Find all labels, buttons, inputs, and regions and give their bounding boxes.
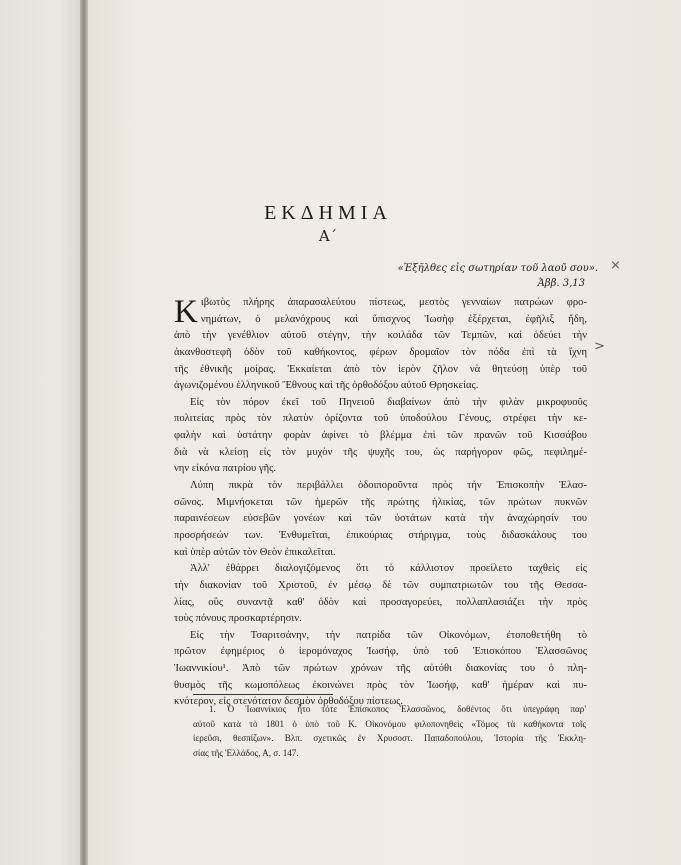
epigraph-source: Ἀββ. 3,13 [537,278,585,289]
margin-mark-arrow: > [594,339,605,354]
text-line: φαλὴν καὶ ὑστάτην φορὰν ἀφίνει τὸ βλέμμα ἐπὶ τῶν πρανῶν τοῦ Κισσάβου [174,430,587,442]
chapter-number: Α΄ [318,227,338,245]
text-line: σῶνος. Μιμνήσκεται τῶν ἡμερῶν τῆς πρώτης ἡλικίας, τῶν πρώτων πυκνῶν [174,496,587,508]
text-line: λίας, οὓς συναντᾷ καθ' ὁδὸν καὶ προσαγορεύει, πολλαπλασιάζει τὴν πρὸς [174,596,587,608]
text-line: ιβωτὸς πλήρης ἀπαρασαλεύτου πίστεως, μεστὸς γενναίων πατρώων φρο- [200,297,587,308]
paragraph [174,395,587,478]
text-line: θυσμὸς τῆς κωμοπόλεως ἐκοινώνει πρὸς τὸν Ἰωσήφ, καθ' ἡμέραν καὶ πυ- [174,679,587,691]
paragraph [174,478,587,561]
footnote-line: 1. Ὁ Ἰωαννίκιος ἦτο τότε Ἐπίσκοπος Ἐλασσῶνος, δοθέντος ὅτι ὑπεγράφη παρ' [209,704,586,714]
text-line: προσρήσεών των. Ἐνθυμεῖται, ἐπικούριας στήριγμα, τοὺς διδασκάλους του [174,529,587,541]
text-line: τοὺς πόνους προσκαρτέρησιν. [174,613,302,625]
left-page [0,0,84,865]
paragraph [174,628,587,711]
drop-cap: Κ [174,294,198,330]
text-line: πρῶτον ἐφημέριος ὁ ἱερομόναχος Ἰωσήφ, ὑπὸ τοῦ Ἐπισκόπου Ἐλασσῶνος [174,646,587,658]
text-line: Εἰς τὴν Τσαριτσάνην, τὴν πατρίδα τῶν Οἰκονόμων, ἐτοποθετήθη τὸ [190,629,587,641]
text-line: κνότερον, εἰς στενότατον δεσμὸν ὀρθοδόξου πίστεως. [174,696,404,708]
text-line: ἀκανθοστεφῆ ὁδὸν τοῦ καθήκοντος, φέρων δρομαῖον τὸν πόδα ἐπὶ τὰ ἴχνη [174,346,587,358]
text-line: Εἰς τὸν πόρον ἐκεῖ τοῦ Πηνειοῦ διαβαίνων ἀπὸ τὴν φιλὰν μικροφυοῦς [190,396,587,408]
text-line: ἀπὸ τὴν γενέθλιον αὐτοῦ στέγην, τὴν κοιλάδα τῶν Τεμπῶν, καὶ ὁδεύει τὴν [174,330,587,342]
text-line: Ἀλλ' ἐθάρρει διαλογιζόμενος ὅτι τὸ κάλλιστον προείλετο ταχθεὶς εἰς [190,563,587,575]
text-line: τὴν διακονίαν τοῦ Χριστοῦ, ἐν μέσῳ δὲ τῶν συμπατριωτῶν του τῆς Θεσσα- [174,579,587,591]
chapter-heading: ΕΚΔΗΜΙΑ [264,202,392,224]
footnote [193,702,586,760]
text-line: πολιτείας πρὸς τὸν πλατὺν ὁρίζοντα τοῦ ὑποδούλου Γένους, στρέφει τὴν κε- [174,413,587,425]
footnote-rule [193,694,333,695]
margin-mark-cross: × [610,258,621,273]
footnote-line: σίας τῆς Ἑλλάδος, Α, σ. 147. [193,747,299,758]
text-line: νην εἰκόνα πατρίου γῆς. [174,463,277,475]
right-page [88,0,681,865]
text-line: παραινέσεων εὐσεβῶν γονέων καὶ τῶν ὑστάτων κατὰ τὴν ἀναχώρησίν του [174,513,587,525]
footnote-line: ἱερεῦσι, θεσπίζων». Βλπ. σχετικῶς ἐν Χρυσοστ. Παπαδοπούλου, Ἱστορία τῆς Ἐκκλη- [193,733,586,743]
body-text [174,295,587,711]
text-line: Λύπη πικρὰ τὸν περιβάλλει ὁδοιποροῦντα πρὸς τὴν Ἐπισκοπὴν Ἐλασ- [190,480,587,492]
footnote-line: αὐτοῦ κατὰ τὸ 1801 ὁ ὑπὸ τοῦ Κ. Οἰκονόμου φιλοπονηθεὶς «Τόμος τὰ καθήκοντα τοῖς [193,718,586,729]
text-line: καὶ ὑπὲρ αὐτῶν τὸν Θεὸν ἐπικαλεῖται. [174,546,336,558]
paragraph [174,295,587,395]
text-line: διὰ νὰ κλείσῃ εἰς τὸν μυχὸν τῆς ψυχῆς του, ὡς παρήγορον φῶς, πεφιλημέ- [174,446,587,458]
text-line: ἀγωνιζομένου ἑλληνικοῦ Ἔθνους καὶ τῆς ὀρθοδόξου αὐτοῦ Θρησκείας. [174,380,479,392]
text-line: νημάτων, ὁ μελανόχρους καὶ ὕπισχνος Ἰωσὴφ ἐξέρχεται, ἐφῆλιξ ἤδη, [200,313,587,325]
book-spine [80,0,88,865]
text-line: τῆς ἐθνικῆς μοίρας. Ἐκκαίεται ἀπὸ τὸν ἱερὸν ζῆλον νὰ θητεύσῃ ὑπὲρ τοῦ [174,363,587,375]
epigraph-quote: «Ἐξῆλθες εἰς σωτηρίαν τοῦ λαοῦ σου». [397,263,598,274]
text-line: Ἰωαννικίου¹. Ἀπὸ τῶν πρώτων χρόνων τῆς αὐτόθι διακονίας του ὁ πλη- [174,663,587,675]
paragraph [174,561,587,628]
